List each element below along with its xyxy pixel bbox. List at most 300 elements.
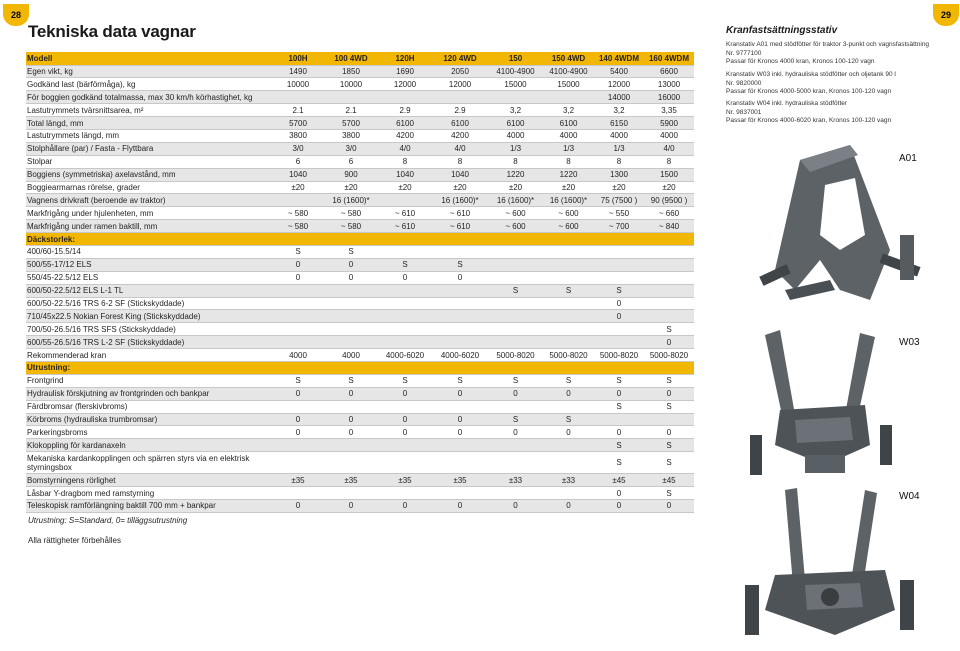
table-cell: 5700 [324,117,378,130]
table-cell: 2.1 [324,104,378,117]
row-label: Markfrigång under ramen baktill, mm [26,220,272,233]
table-cell: 0 [594,297,644,310]
row-label: Körbroms (hydrauliska trumbromsar) [26,413,272,426]
table-cell: S [272,245,324,258]
table-cell: 1/3 [543,142,594,155]
table-cell: 15000 [488,78,543,91]
stand-w03-number: Nr. 9820000 [726,79,762,87]
table-cell [488,439,543,452]
table-cell [543,297,594,310]
table-cell: 100H [272,52,324,65]
table-cell [432,284,488,297]
table-cell [378,452,432,474]
table-cell: ~ 580 [272,207,324,220]
table-cell [488,361,543,374]
row-label: 400/60-15.5/14 [26,245,272,258]
table-cell: S [543,413,594,426]
table-cell [324,400,378,413]
table-cell: 0 [272,271,324,284]
table-cell: ~ 700 [594,220,644,233]
table-cell: ±20 [488,181,543,194]
table-row [26,65,694,78]
table-cell [644,258,694,271]
table-cell [378,284,432,297]
table-cell: 0 [272,413,324,426]
table-cell: 6 [272,155,324,168]
row-label: 550/45-22.5/12 ELS [26,271,272,284]
table-cell: 16000 [644,91,694,104]
table-cell [324,452,378,474]
table-cell [594,323,644,336]
table-cell: 6100 [378,117,432,130]
table-cell: S [488,413,543,426]
table-cell [272,297,324,310]
table-cell: S [488,374,543,387]
table-row [26,336,694,349]
table-cell: 0 [594,487,644,500]
row-label: 500/55-17/12 ELS [26,258,272,271]
crane-stand-a01-image [740,140,930,315]
table-cell [432,336,488,349]
table-row [26,155,694,168]
stand-w03-fit: Passar för Kronos 4000-5000 kran, Kronos 100-120 vagn [726,88,892,95]
table-cell [324,284,378,297]
table-cell: ±45 [644,474,694,487]
table-cell [644,413,694,426]
table-cell [594,233,644,246]
table-cell: 5700 [272,117,324,130]
table-cell: 0 [432,413,488,426]
stand-w03-line: Kranstativ W03 inkl. hydrauliska stödfötter och oljetank 90 l [726,71,896,78]
table-cell: 0 [324,258,378,271]
label-w04: W04 [899,491,920,502]
row-label: Bomstyrningens rörlighet [26,474,272,487]
table-cell: 4000 [644,129,694,142]
table-row [26,117,694,130]
table-cell: 0 [378,387,432,400]
table-cell: ~ 550 [594,207,644,220]
table-cell [543,271,594,284]
table-cell: 0 [324,271,378,284]
row-label: 710/45x22.5 Nokian Forest King (Stickskyddade) [26,310,272,323]
row-label: 600/50-22.5/16 TRS 6-2 SF (Stickskyddade) [26,297,272,310]
table-row [26,220,694,233]
row-label: För boggien godkänd totalmassa, max 30 km/h körhastighet, kg [26,91,272,104]
table-cell: 6100 [488,117,543,130]
table-cell: S [543,374,594,387]
table-cell: 5400 [594,65,644,78]
table-cell: 3/0 [324,142,378,155]
table-cell [378,245,432,258]
table-cell: ~ 610 [432,207,488,220]
table-cell [272,400,324,413]
table-cell [272,310,324,323]
table-cell [543,336,594,349]
table-cell: 4000 [594,129,644,142]
table-cell: 1490 [272,65,324,78]
table-cell: 0 [378,500,432,513]
table-cell: S [644,323,694,336]
table-row [26,500,694,513]
stand-a01-line: Kranstativ A01 med stödfötter för traktor 3-punkt och vagnsfastsättning [726,41,930,48]
table-cell: ±35 [272,474,324,487]
table-cell: 0 [594,310,644,323]
table-cell: 0 [594,387,644,400]
table-cell [378,233,432,246]
table-cell: 4100-4900 [543,65,594,78]
table-cell [432,297,488,310]
table-row [26,91,694,104]
table-cell: 0 [378,426,432,439]
row-label: Total längd, mm [26,117,272,130]
row-label: Frontgrind [26,374,272,387]
table-cell [488,400,543,413]
row-label: Boggiearmarnas rörelse, grader [26,181,272,194]
table-row [26,387,694,400]
table-cell [594,413,644,426]
table-cell: 3,2 [488,104,543,117]
legend-note: Utrustning: S=Standard, 0= tilläggsutrustning [28,516,188,525]
table-cell: ±35 [378,474,432,487]
table-cell: 1220 [488,168,543,181]
table-cell: S [432,258,488,271]
table-cell [543,233,594,246]
table-cell: S [594,284,644,297]
table-cell [432,91,488,104]
table-cell: ±20 [594,181,644,194]
row-label: Vagnens drivkraft (beroende av traktor) [26,194,272,207]
table-cell: 1300 [594,168,644,181]
row-label: Klokoppling för kardanaxeln [26,439,272,452]
table-cell [432,400,488,413]
sidebar-title: Kranfastsättningsstativ [726,25,838,36]
row-label: Modell [26,52,272,65]
table-cell: 120 4WD [432,52,488,65]
table-cell [644,361,694,374]
table-cell [378,336,432,349]
table-cell: ~ 580 [272,220,324,233]
page-number-right: 29 [933,4,959,26]
table-row [26,104,694,117]
table-cell: 0 [324,426,378,439]
table-cell [543,245,594,258]
table-cell [272,284,324,297]
table-cell [488,310,543,323]
row-label: 600/55-26.5/16 TRS L-2 SF (Stickskyddade) [26,336,272,349]
stand-w04-line: Kranstativ W04 inkl. hydrauliska stödfötter [726,100,848,107]
table-cell: S [644,374,694,387]
table-cell: 6150 [594,117,644,130]
table-cell: 6100 [543,117,594,130]
table-cell: 2.1 [272,104,324,117]
table-cell [324,323,378,336]
row-label: Utrustning: [26,361,272,374]
table-row [26,181,694,194]
table-cell: 8 [644,155,694,168]
stand-a01-number: Nr. 9777100 [726,49,762,57]
row-label: Låsbar Y-dragbom med ramstyrning [26,487,272,500]
table-cell: ±20 [272,181,324,194]
table-row [26,78,694,91]
table-cell: 3/0 [272,142,324,155]
table-cell: 3,2 [594,104,644,117]
table-cell: 4/0 [644,142,694,155]
table-cell [272,439,324,452]
table-cell [644,310,694,323]
table-cell [488,233,543,246]
table-cell: ±33 [488,474,543,487]
label-w03: W03 [899,337,920,348]
table-cell [488,271,543,284]
table-cell: 0 [644,387,694,400]
table-cell: 1/3 [488,142,543,155]
table-cell [324,91,378,104]
table-cell [324,297,378,310]
table-cell: ±20 [543,181,594,194]
table-cell: 3,2 [543,104,594,117]
table-cell: 0 [488,387,543,400]
label-a01: A01 [899,153,917,164]
table-cell: S [543,284,594,297]
table-cell: S [432,374,488,387]
table-cell: 4/0 [432,142,488,155]
table-row [26,474,694,487]
table-cell: 12000 [378,78,432,91]
table-cell: ±33 [543,474,594,487]
table-cell [432,361,488,374]
table-cell: 13000 [644,78,694,91]
table-cell: 4200 [378,129,432,142]
table-cell [432,487,488,500]
table-row [26,245,694,258]
table-cell: 0 [644,336,694,349]
table-cell: 6600 [644,65,694,78]
table-cell: 4200 [432,129,488,142]
table-section-row [26,233,694,246]
table-cell [543,400,594,413]
table-row [26,323,694,336]
table-cell [594,336,644,349]
table-cell [272,323,324,336]
table-cell [272,233,324,246]
page-title: Tekniska data vagnar [28,22,196,41]
table-cell [324,487,378,500]
table-cell [594,245,644,258]
table-cell: 5000-8020 [594,349,644,362]
table-cell: ~ 600 [488,207,543,220]
row-label: Däckstorlek: [26,233,272,246]
table-cell [272,91,324,104]
table-cell: 8 [432,155,488,168]
table-cell: S [378,258,432,271]
row-label: Rekommenderad kran [26,349,272,362]
table-cell: 4/0 [378,142,432,155]
table-cell: S [594,374,644,387]
table-cell [378,361,432,374]
table-cell: S [324,374,378,387]
table-cell [378,91,432,104]
table-cell: 10000 [324,78,378,91]
table-cell: 4000 [543,129,594,142]
table-cell [324,361,378,374]
table-cell: 0 [272,500,324,513]
table-cell [432,310,488,323]
table-cell: 0 [644,426,694,439]
table-cell: 150 [488,52,543,65]
table-cell: 100 4WD [324,52,378,65]
table-cell: 0 [432,271,488,284]
row-label: Färdbromsar (flerskivbroms) [26,400,272,413]
table-cell [594,271,644,284]
table-cell: 5000-8020 [543,349,594,362]
table-cell: 2050 [432,65,488,78]
table-cell: ~ 840 [644,220,694,233]
table-section-row [26,361,694,374]
table-cell [272,452,324,474]
table-cell [644,271,694,284]
table-cell: 14000 [594,91,644,104]
table-cell: 3,35 [644,104,694,117]
table-cell: 3800 [272,129,324,142]
table-row [26,349,694,362]
table-row [26,284,694,297]
table-cell: ~ 580 [324,207,378,220]
table-cell [488,91,543,104]
row-label: Lastutrymmets längd, mm [26,129,272,142]
table-cell: 2.9 [378,104,432,117]
table-cell: 1040 [378,168,432,181]
table-cell: S [378,374,432,387]
table-cell: 0 [378,413,432,426]
table-cell: ±20 [432,181,488,194]
table-row [26,413,694,426]
table-cell [488,487,543,500]
table-cell [432,323,488,336]
table-cell: 5900 [644,117,694,130]
table-cell: 8 [594,155,644,168]
table-cell: 16 (1600)* [432,194,488,207]
table-cell [543,310,594,323]
table-cell: 0 [594,426,644,439]
table-cell: 0 [272,387,324,400]
table-cell [378,487,432,500]
table-cell [488,323,543,336]
table-cell [488,258,543,271]
table-cell: 0 [543,426,594,439]
table-cell [272,361,324,374]
table-row [26,400,694,413]
table-cell [324,439,378,452]
table-cell [644,233,694,246]
table-cell: S [594,452,644,474]
spec-table [26,52,694,513]
table-cell: 0 [432,387,488,400]
table-row [26,439,694,452]
table-cell: 4000-6020 [378,349,432,362]
table-cell: ~ 660 [644,207,694,220]
table-cell [378,194,432,207]
table-cell: ~ 610 [378,207,432,220]
table-cell: ~ 600 [543,220,594,233]
table-cell: 0 [543,500,594,513]
table-row [26,297,694,310]
table-cell: 16 (1600)* [543,194,594,207]
table-cell [488,245,543,258]
table-cell [272,194,324,207]
table-cell: S [488,284,543,297]
table-cell [272,336,324,349]
table-cell [543,323,594,336]
table-row [26,374,694,387]
table-cell: 1500 [644,168,694,181]
table-cell: 0 [432,426,488,439]
table-cell [594,258,644,271]
table-cell [324,310,378,323]
stand-w04-fit: Passar för Kronos 4000-6020 kran, Kronos 100-120 vagn [726,117,892,124]
row-label: Stolpar [26,155,272,168]
row-label: Godkänd last (bärförmåga), kg [26,78,272,91]
table-cell: ~ 600 [488,220,543,233]
table-cell: ~ 610 [432,220,488,233]
table-cell: ±20 [644,181,694,194]
table-cell: ±35 [432,474,488,487]
table-cell [543,361,594,374]
table-cell: 900 [324,168,378,181]
table-cell: 3800 [324,129,378,142]
table-cell: ~ 600 [543,207,594,220]
table-cell: 1690 [378,65,432,78]
table-cell [543,452,594,474]
table-cell: 0 [488,500,543,513]
table-cell: S [594,400,644,413]
row-label: Parkeringsbroms [26,426,272,439]
page-number-left: 28 [3,4,29,26]
table-cell: ±20 [378,181,432,194]
row-label: 700/50-26.5/16 TRS SFS (Stickskyddade) [26,323,272,336]
table-cell [543,258,594,271]
table-row [26,426,694,439]
table-cell: 0 [488,426,543,439]
table-cell: S [324,245,378,258]
crane-stand-w03-image [735,325,910,485]
table-cell: 5000-8020 [488,349,543,362]
table-cell [644,245,694,258]
table-cell: 140 4WDM [594,52,644,65]
table-cell: 8 [543,155,594,168]
table-cell [324,233,378,246]
table-cell [644,284,694,297]
table-cell: 4000 [272,349,324,362]
row-label: Markfrigång under hjulenheten, mm [26,207,272,220]
table-cell: 0 [272,426,324,439]
table-cell: 0 [644,500,694,513]
table-cell: ±20 [324,181,378,194]
table-cell [378,323,432,336]
stand-w03-description [726,71,936,97]
table-cell: 1040 [432,168,488,181]
table-row [26,142,694,155]
table-header-row [26,52,694,65]
table-cell: 2.9 [432,104,488,117]
table-cell: 4000-6020 [432,349,488,362]
stand-a01-fit: Passar för Kronos 4000 kran, Kronos 100-120 vagn [726,58,875,65]
table-row [26,271,694,284]
table-cell: S [644,452,694,474]
table-cell: 1850 [324,65,378,78]
table-cell: S [272,374,324,387]
row-label: Hydraulisk förskjutning av frontgrinden och bankpar [26,387,272,400]
table-cell: 8 [488,155,543,168]
